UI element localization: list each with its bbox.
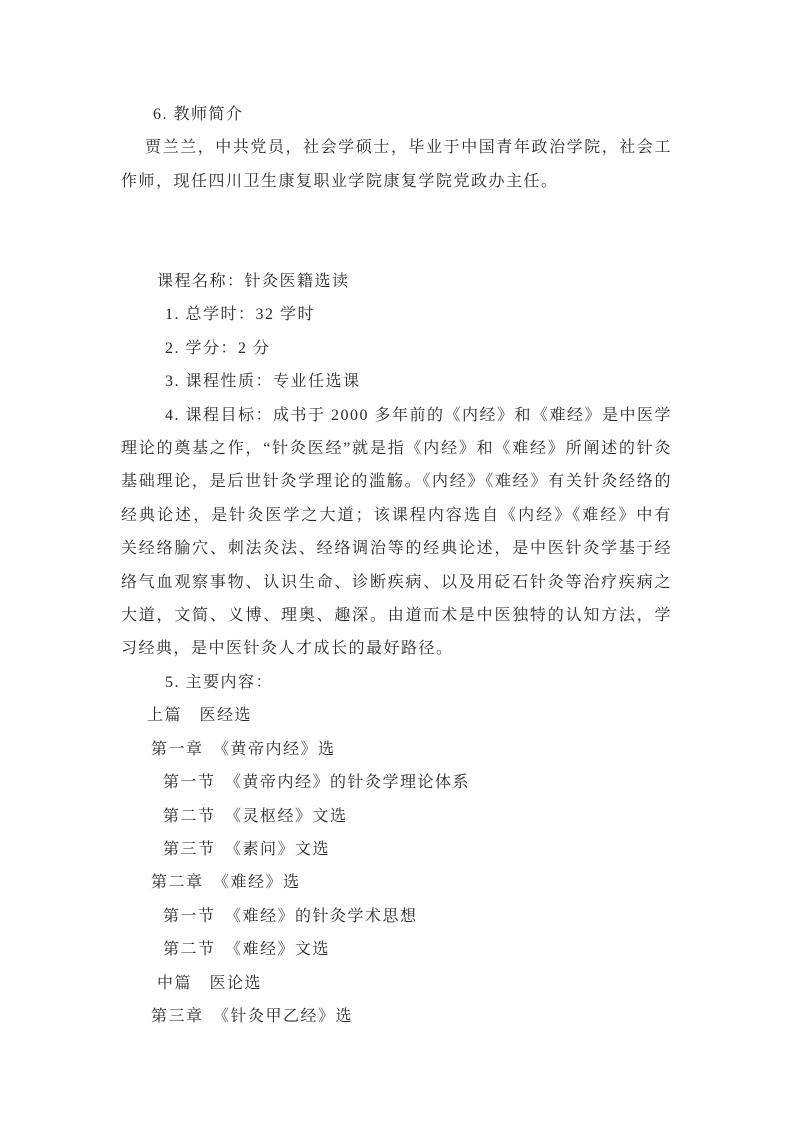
course-item-total-hours: 1. 总学时：32 学时 <box>165 306 316 324</box>
course-item-credits: 2. 学分：2 分 <box>165 339 271 357</box>
outline-chapter-2-section-1: 第一节 《难经》的针灸学术思想 <box>163 907 418 925</box>
outline-chapter-1: 第一章 《黄帝内经》选 <box>151 740 336 758</box>
teacher-bio-paragraph: 贾兰兰，中共党员，社会学硕士，毕业于中国青年政治学院，社会工作师，现任四川卫生康复职业学院康复学院党政办主任。 <box>121 139 672 190</box>
outline-part-upper: 上篇 医经选 <box>147 707 253 725</box>
course-goal-paragraph: 4. 课程目标：成书于 2000 多年前的《内经》和《难经》是中医学理论的奠基之作，“针灸医经”就是指《内经》和《难经》所阐述的针灸基础理论，是后世针灸学理论的滥觞。《内经》《难经》有关针灸经络的经典论述，是针灸医学之大道；该课程内容选自《内经》《难经》中有关经络腧穴、刺法灸法、经络调治等的经典论述，是中医针灸学基于经络气血观察事物、认识生命、诊断疾病、以及用砭石针灸等治疗疾病之大道，文简、义博、理奥、趣深。由道而术是中医独特的认知方法，学习经典，是中医针灸人才成长的最好路径。 <box>121 406 673 658</box>
outline-chapter-1-section-2: 第二节 《灵枢经》文选 <box>163 807 348 825</box>
outline-part-middle: 中篇 医论选 <box>157 974 263 992</box>
main-content-heading: 5. 主要内容： <box>165 673 274 691</box>
outline-chapter-1-section-1: 第一节 《黄帝内经》的针灸学理论体系 <box>163 774 471 792</box>
teacher-intro-heading: 6. 教师简介 <box>153 106 244 123</box>
outline-chapter-1-section-3: 第三节 《素问》文选 <box>163 840 331 858</box>
section-gap <box>121 198 672 265</box>
course-name-line: 课程名称：针灸医籍选读 <box>157 273 350 291</box>
outline-chapter-3: 第三章 《针灸甲乙经》选 <box>151 1007 354 1025</box>
page-content <box>121 98 672 1033</box>
outline-chapter-2: 第二章 《难经》选 <box>151 874 301 892</box>
course-item-nature: 3. 课程性质：专业任选课 <box>165 373 361 391</box>
outline-chapter-2-section-2: 第二节 《难经》文选 <box>163 941 331 959</box>
